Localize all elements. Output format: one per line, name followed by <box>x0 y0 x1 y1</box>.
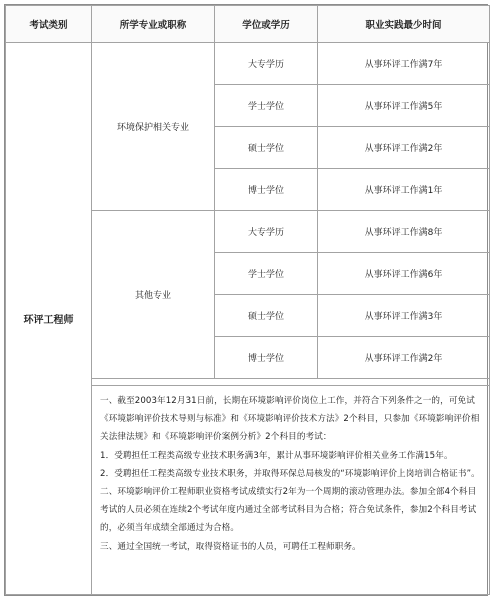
header-degree: 学位或学历 <box>215 6 318 43</box>
requirement-cell: 从事环评工作满8年 <box>318 211 490 253</box>
requirement-cell: 从事环评工作满2年 <box>318 127 490 169</box>
note-item-1: 1．受聘担任工程类高级专业技术职务满3年，累计从事环境影响评价相关业务工作满15年。 <box>100 450 453 461</box>
requirement-cell: 从事环评工作满6年 <box>318 253 490 295</box>
requirement-cell: 从事环评工作满1年 <box>318 169 490 211</box>
degree-cell: 博士学位 <box>215 169 318 211</box>
header-major: 所学专业或职称 <box>92 6 215 43</box>
table-row <box>6 43 490 85</box>
degree-cell: 学士学位 <box>215 253 318 295</box>
spacer-cell <box>92 379 490 386</box>
degree-cell: 学士学位 <box>215 85 318 127</box>
requirement-cell: 从事环评工作满2年 <box>318 337 490 379</box>
requirement-cell: 从事环评工作满3年 <box>318 295 490 337</box>
requirement-cell: 从事环评工作满5年 <box>318 85 490 127</box>
note-paragraph-3: 三、通过全国统一考试，取得资格证书的人员，可聘任工程师职务。 <box>100 541 361 552</box>
exam-category-cell: 环评工程师 <box>6 43 92 595</box>
qualification-table-frame <box>4 4 488 596</box>
header-experience: 职业实践最少时间 <box>318 6 490 43</box>
notes-cell <box>92 386 490 595</box>
degree-cell: 硕士学位 <box>215 127 318 169</box>
note-paragraph-1: 一、截至2003年12月31日前，长期在环境影响评价岗位上工作，并符合下列条件之一的，可免试《环境影响评价技术导则与标准》和《环境影响评价技术方法》2个科目，只参加《环境影响评价相关法律法规》和《环境影响评价案例分析》2个科目的考试： <box>100 396 480 443</box>
degree-cell: 大专学历 <box>215 43 318 85</box>
qualification-table <box>5 5 490 595</box>
degree-cell: 大专学历 <box>215 211 318 253</box>
header-row <box>6 6 490 43</box>
degree-cell: 博士学位 <box>215 337 318 379</box>
major-cell-other: 其他专业 <box>92 211 215 379</box>
header-category: 考试类别 <box>6 6 92 43</box>
note-item-2: 2．受聘担任工程类高级专业技术职务，并取得环保总局核发的“环境影响评价上岗培训合格证书”。 <box>100 468 480 479</box>
major-cell-related: 环境保护相关专业 <box>92 43 215 211</box>
requirement-cell: 从事环评工作满7年 <box>318 43 490 85</box>
degree-cell: 硕士学位 <box>215 295 318 337</box>
note-paragraph-2: 二、环境影响评价工程师职业资格考试成绩实行2年为一个周期的滚动管理办法。参加全部4个科目考试的人员必须在连续2个考试年度内通过全部考试科目为合格；符合免试条件，参加2个科目考试的，必须当年成绩全部通过为合格。 <box>100 487 477 534</box>
